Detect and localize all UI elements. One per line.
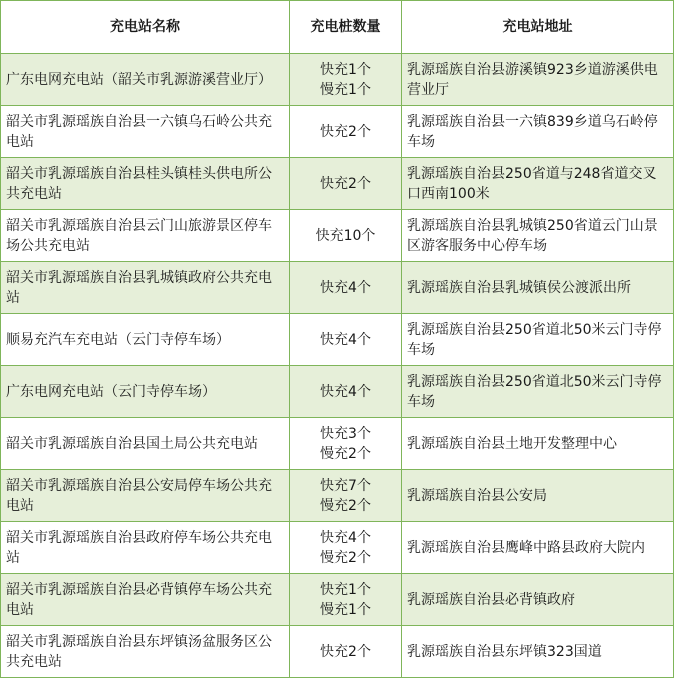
charger-count-cell[interactable] <box>290 210 402 262</box>
table-row <box>1 158 674 210</box>
station-name-cell[interactable]: 广东电网充电站（韶关市乳源游溪营业厅） <box>1 54 290 106</box>
charger-count-cell[interactable] <box>290 366 402 418</box>
station-name-cell[interactable]: 韶关市乳源瑶族自治县政府停车场公共充电站 <box>1 522 290 574</box>
table-row <box>1 210 674 262</box>
station-name-cell[interactable]: 顺易充汽车充电站（云门寺停车场） <box>1 314 290 366</box>
charger-count-cell[interactable] <box>290 626 402 678</box>
station-name-cell[interactable]: 韶关市乳源瑶族自治县公安局停车场公共充电站 <box>1 470 290 522</box>
header-station-address[interactable]: 充电站地址 <box>402 1 674 54</box>
station-address-cell[interactable]: 乳源瑶族自治县乳城镇侯公渡派出所 <box>402 262 674 314</box>
charger-count-line: 快充2个 <box>320 643 371 660</box>
charger-count-line: 慢充1个 <box>320 601 371 618</box>
charger-count-line: 快充2个 <box>320 175 371 192</box>
station-address-cell[interactable]: 乳源瑶族自治县东坪镇323国道 <box>402 626 674 678</box>
charger-count-cell[interactable] <box>290 522 402 574</box>
station-name-cell[interactable]: 韶关市乳源瑶族自治县云门山旅游景区停车场公共充电站 <box>1 210 290 262</box>
table-row <box>1 106 674 158</box>
charger-count-line: 快充4个 <box>320 529 371 546</box>
station-address-cell[interactable]: 乳源瑶族自治县土地开发整理中心 <box>402 418 674 470</box>
charger-count-line: 快充4个 <box>320 279 371 296</box>
table-row <box>1 262 674 314</box>
charger-count-cell[interactable] <box>290 106 402 158</box>
charger-count-line: 快充7个 <box>320 477 371 494</box>
table-row <box>1 574 674 626</box>
station-name-cell[interactable]: 韶关市乳源瑶族自治县东坪镇汤盆服务区公共充电站 <box>1 626 290 678</box>
table-row <box>1 418 674 470</box>
charger-count-cell[interactable] <box>290 54 402 106</box>
charger-count-line: 慢充2个 <box>320 549 371 566</box>
charger-count-line: 快充1个 <box>320 581 371 598</box>
station-address-cell[interactable]: 乳源瑶族自治县250省道与248省道交叉口西南100米 <box>402 158 674 210</box>
table-row <box>1 626 674 678</box>
station-address-cell[interactable]: 乳源瑶族自治县乳城镇250省道云门山景区游客服务中心停车场 <box>402 210 674 262</box>
station-address-cell[interactable]: 乳源瑶族自治县必背镇政府 <box>402 574 674 626</box>
station-address-cell[interactable]: 乳源瑶族自治县公安局 <box>402 470 674 522</box>
charger-count-line: 快充1个 <box>320 61 371 78</box>
station-address-cell[interactable]: 乳源瑶族自治县游溪镇923乡道游溪供电营业厅 <box>402 54 674 106</box>
charger-count-line: 快充4个 <box>320 331 371 348</box>
charger-count-line: 慢充2个 <box>320 445 371 462</box>
station-address-cell[interactable]: 乳源瑶族自治县250省道北50米云门寺停车场 <box>402 366 674 418</box>
station-name-cell[interactable]: 韶关市乳源瑶族自治县乳城镇政府公共充电站 <box>1 262 290 314</box>
charger-count-cell[interactable] <box>290 418 402 470</box>
charger-count-cell[interactable] <box>290 158 402 210</box>
header-station-name[interactable]: 充电站名称 <box>1 1 290 54</box>
station-name-cell[interactable]: 韶关市乳源瑶族自治县国土局公共充电站 <box>1 418 290 470</box>
header-charger-count[interactable]: 充电桩数量 <box>290 1 402 54</box>
charger-count-line: 快充4个 <box>320 383 371 400</box>
charger-count-line: 快充2个 <box>320 123 371 140</box>
table-row <box>1 470 674 522</box>
table-row <box>1 54 674 106</box>
table-row <box>1 522 674 574</box>
charger-count-line: 快充3个 <box>320 425 371 442</box>
header-row <box>1 1 674 54</box>
charger-count-cell[interactable] <box>290 574 402 626</box>
charger-count-cell[interactable] <box>290 314 402 366</box>
charger-count-cell[interactable] <box>290 262 402 314</box>
station-name-cell[interactable]: 韶关市乳源瑶族自治县一六镇乌石岭公共充电站 <box>1 106 290 158</box>
station-address-cell[interactable]: 乳源瑶族自治县一六镇839乡道乌石岭停车场 <box>402 106 674 158</box>
table-row <box>1 314 674 366</box>
station-address-cell[interactable]: 乳源瑶族自治县250省道北50米云门寺停车场 <box>402 314 674 366</box>
station-name-cell[interactable]: 韶关市乳源瑶族自治县桂头镇桂头供电所公共充电站 <box>1 158 290 210</box>
charger-count-line: 慢充1个 <box>320 81 371 98</box>
charger-count-cell[interactable] <box>290 470 402 522</box>
station-address-cell[interactable]: 乳源瑶族自治县鹰峰中路县政府大院内 <box>402 522 674 574</box>
station-name-cell[interactable]: 韶关市乳源瑶族自治县必背镇停车场公共充电站 <box>1 574 290 626</box>
station-name-cell[interactable]: 广东电网充电站（云门寺停车场） <box>1 366 290 418</box>
charger-count-line: 快充10个 <box>315 227 376 244</box>
charger-count-line: 慢充2个 <box>320 497 371 514</box>
table-row <box>1 366 674 418</box>
